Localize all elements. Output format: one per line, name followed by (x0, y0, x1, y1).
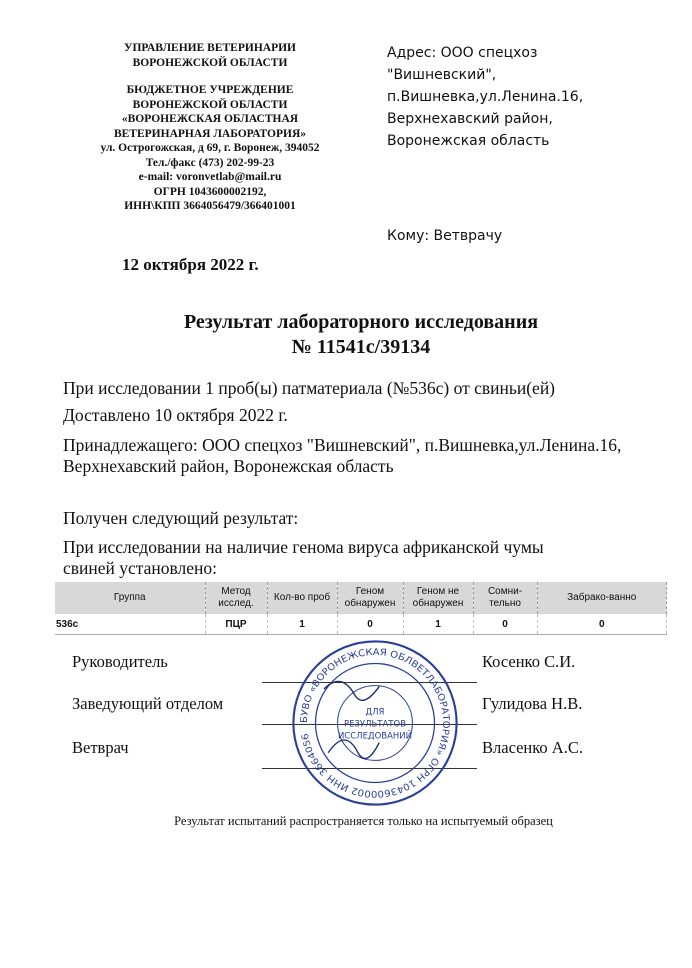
column-header: Группа (55, 582, 205, 614)
signature-role: Заведующий отделом (72, 694, 224, 713)
table-cell: 0 (537, 614, 667, 635)
letterhead (50, 41, 370, 214)
letterhead-line: ОГРН 1043600002192, (153, 185, 267, 198)
address-line: Верхнехавский район, (387, 111, 553, 127)
table-cell: 0 (337, 614, 403, 635)
recipient: Кому: Ветврачу (387, 228, 503, 244)
table-cell: 1 (403, 614, 473, 635)
official-stamp (290, 638, 460, 808)
svg-text:ИССЛЕДОВАНИЙ: ИССЛЕДОВАНИЙ (337, 731, 413, 742)
address-line: п.Вишневка,ул.Ленина.16, (387, 89, 584, 105)
svg-text:БУВО «ВОРОНЕЖСКАЯ ОБЛВЕТЛАБОРА: БУВО «ВОРОНЕЖСКАЯ ОБЛВЕТЛАБОРАТОРИЯ» ОГРН 1043600002 ИНН 3664056 (298, 646, 452, 800)
address-line: Адрес: ООО спецхоз (387, 45, 538, 61)
paragraph: При исследовании 1 проб(ы) патматериала (№536с) от свиньи(ей) (63, 378, 556, 398)
svg-text:РЕЗУЛЬТАТОВ: РЕЗУЛЬТАТОВ (343, 719, 407, 730)
table-cell: 0 (473, 614, 537, 635)
signature-role: Руководитель (72, 652, 168, 671)
address-block (387, 42, 583, 152)
signature-name: Гулидова Н.В. (482, 694, 583, 713)
address-line: Воронежская область (387, 133, 550, 149)
column-header: Сомни-тельно (473, 582, 537, 614)
letterhead-line: Тел./факс (473) 202-99-23 (145, 156, 275, 169)
column-header: Геном обнаружен (337, 582, 403, 614)
paragraph: Доставлено 10 октября 2022 г. (63, 405, 288, 425)
column-header: Геном не обнаружен (403, 582, 473, 614)
signature-name: Власенко А.С. (482, 738, 583, 757)
letterhead-line: ВОРОНЕЖСКОЙ ОБЛАСТИ (132, 56, 288, 69)
signature-name: Косенко С.И. (482, 652, 576, 671)
column-header: Метод исслед. (205, 582, 267, 614)
letterhead-line: ИНН\КПП 3664056479/366401001 (124, 200, 296, 212)
letterhead-line: «ВОРОНЕЖСКАЯ ОБЛАСТНАЯ (121, 113, 299, 125)
document-title (0, 310, 692, 360)
results-table (55, 582, 667, 635)
document-number: № 11541с/39134 (291, 336, 431, 358)
letterhead-line: ВОРОНЕЖСКОЙ ОБЛАСТИ (132, 98, 288, 111)
table-cell: ПЦР (205, 614, 267, 635)
column-header: Забрако-ванно (537, 582, 667, 614)
table-header-row (55, 582, 667, 614)
letterhead-line: e-mail: voronvetlab@mail.ru (138, 171, 282, 183)
svg-text:ДЛЯ: ДЛЯ (365, 707, 385, 718)
table-row (55, 614, 667, 635)
paragraph: Получен следующий результат: (63, 508, 299, 528)
table-cell: 1 (267, 614, 337, 635)
signature-role: Ветврач (72, 738, 129, 757)
title-text: Результат лабораторного исследования (183, 311, 539, 333)
address-line: "Вишневский", (387, 67, 497, 83)
footer-note: Результат испытаний распространяется только на испытуемый образец (174, 814, 553, 828)
letterhead-line: ВЕТЕРИНАРНАЯ ЛАБОРАТОРИЯ» (113, 127, 307, 140)
table-cell: 536с (55, 614, 205, 635)
letterhead-line: БЮДЖЕТНОЕ УЧРЕЖДЕНИЕ (126, 84, 294, 96)
paragraph: Принадлежащего: ООО спецхоз "Вишневский", п.Вишневка,ул.Ленина.16, Верхнехавский район, Воронежская область (63, 435, 622, 476)
column-header: Кол-во проб (267, 582, 337, 614)
letterhead-line: ул. Острогожская, д 69, г. Воронеж, 394052 (100, 142, 320, 154)
document-date: 12 октября 2022 г. (122, 255, 259, 274)
paragraph: При исследовании на наличие генома вируса африканской чумы свиней установлено: (63, 537, 544, 578)
letterhead-line: УПРАВЛЕНИЕ ВЕТЕРИНАРИИ (124, 42, 296, 54)
